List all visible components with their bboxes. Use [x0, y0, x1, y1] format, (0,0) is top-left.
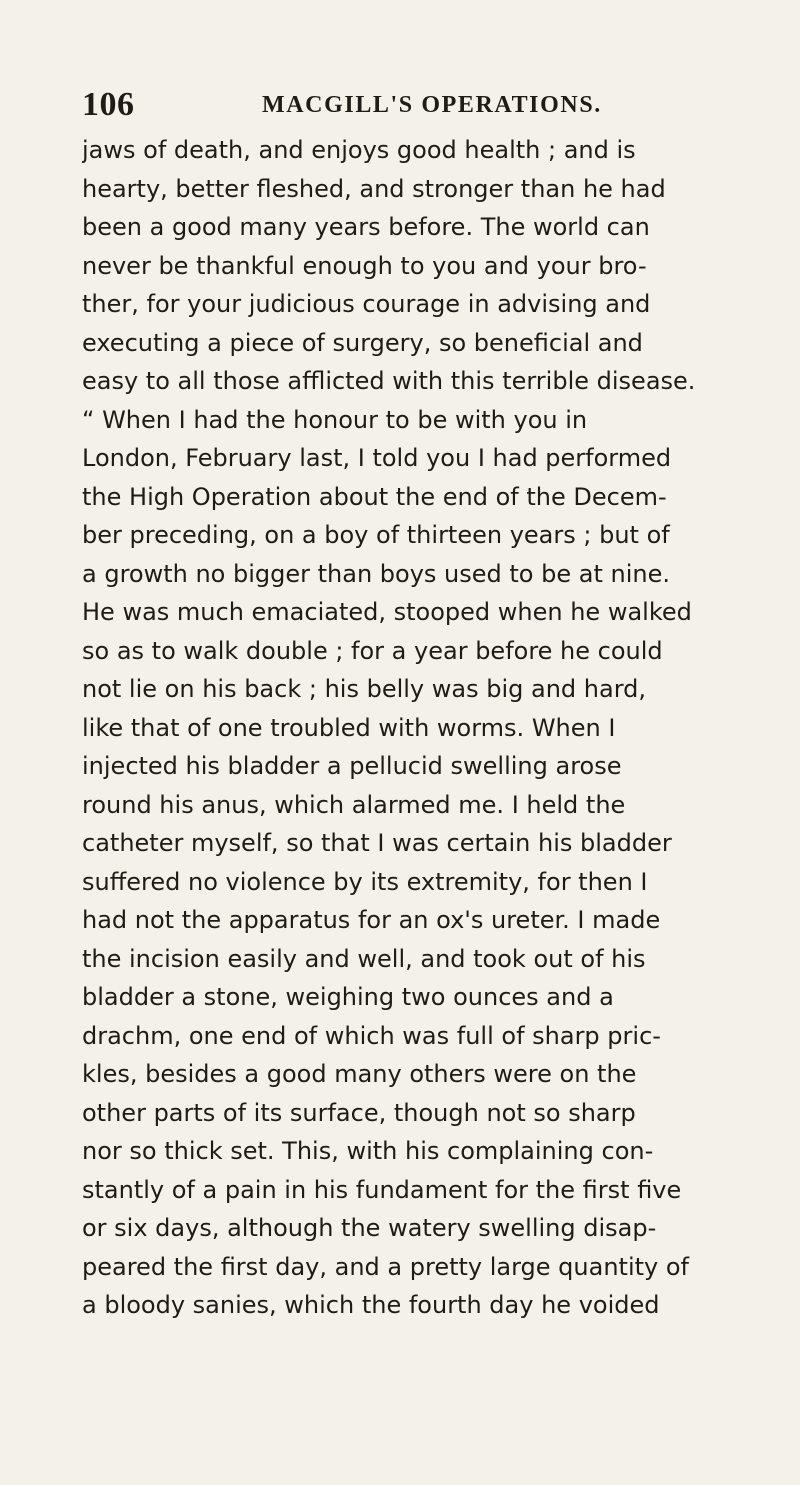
- text-line: never be thankful enough to you and your bro-: [82, 251, 647, 280]
- body-text: [82, 131, 792, 1325]
- text-line: London, February last, I told you I had performed: [82, 444, 672, 472]
- text-line: or six days, although the watery swelling disap-: [82, 1214, 657, 1242]
- text-line: stantly of a pain in his fundament for the first five: [82, 1175, 682, 1204]
- text-line: the High Operation about the end of the Decem-: [82, 482, 667, 511]
- text-line: jaws of death, and enjoys good health ; and is: [82, 136, 636, 164]
- text-line: catheter myself, so that I was certain his bladder: [82, 829, 672, 857]
- text-line: ther, for your judicious courage in advising and: [82, 290, 651, 318]
- text-line: kles, besides a good many others were on the: [82, 1060, 637, 1088]
- text-line: been a good many years before. The world can: [82, 213, 650, 241]
- text-line: drachm, one end of which was full of sharp pric-: [82, 1021, 661, 1050]
- text-line: round his anus, which alarmed me. I held the: [82, 790, 626, 819]
- running-title: MACGILL'S OPERATIONS.: [262, 92, 602, 118]
- text-line: bladder a stone, weighing two ounces and a: [82, 983, 614, 1011]
- text-line: other parts of its surface, though not so sharp: [82, 1098, 636, 1127]
- text-line: suffered no violence by its extremity, for then I: [82, 867, 648, 896]
- text-line: a growth no bigger than boys used to be at nine.: [82, 559, 670, 588]
- text-line: so as to walk double ; for a year before he could: [82, 636, 663, 665]
- text-line: injected his bladder a pellucid swelling arose: [82, 752, 622, 780]
- text-line: executing a piece of surgery, so beneficial and: [82, 328, 643, 357]
- text-line: “ When I had the honour to be with you in: [82, 405, 588, 434]
- text-line: ber preceding, on a boy of thirteen years ; but of: [82, 521, 670, 549]
- text-line: like that of one troubled with worms. When I: [82, 713, 616, 742]
- text-line: had not the apparatus for an ox's ureter. I made: [82, 906, 661, 934]
- text-line: hearty, better fleshed, and stronger than he had: [82, 174, 666, 203]
- text-line: peared the first day, and a pretty large quantity of: [82, 1252, 689, 1281]
- text-line: the incision easily and well, and took out of his: [82, 944, 646, 973]
- running-head: [82, 86, 792, 126]
- page-number: 106: [82, 86, 135, 123]
- text-line: He was much emaciated, stooped when he walked: [82, 598, 692, 626]
- text-line: easy to all those afflicted with this terrible disease.: [82, 367, 696, 395]
- text-line: not lie on his back ; his belly was big and hard,: [82, 675, 646, 703]
- text-line: nor so thick set. This, with his complaining con-: [82, 1137, 654, 1165]
- text-line: a bloody sanies, which the fourth day he voided: [82, 1291, 660, 1319]
